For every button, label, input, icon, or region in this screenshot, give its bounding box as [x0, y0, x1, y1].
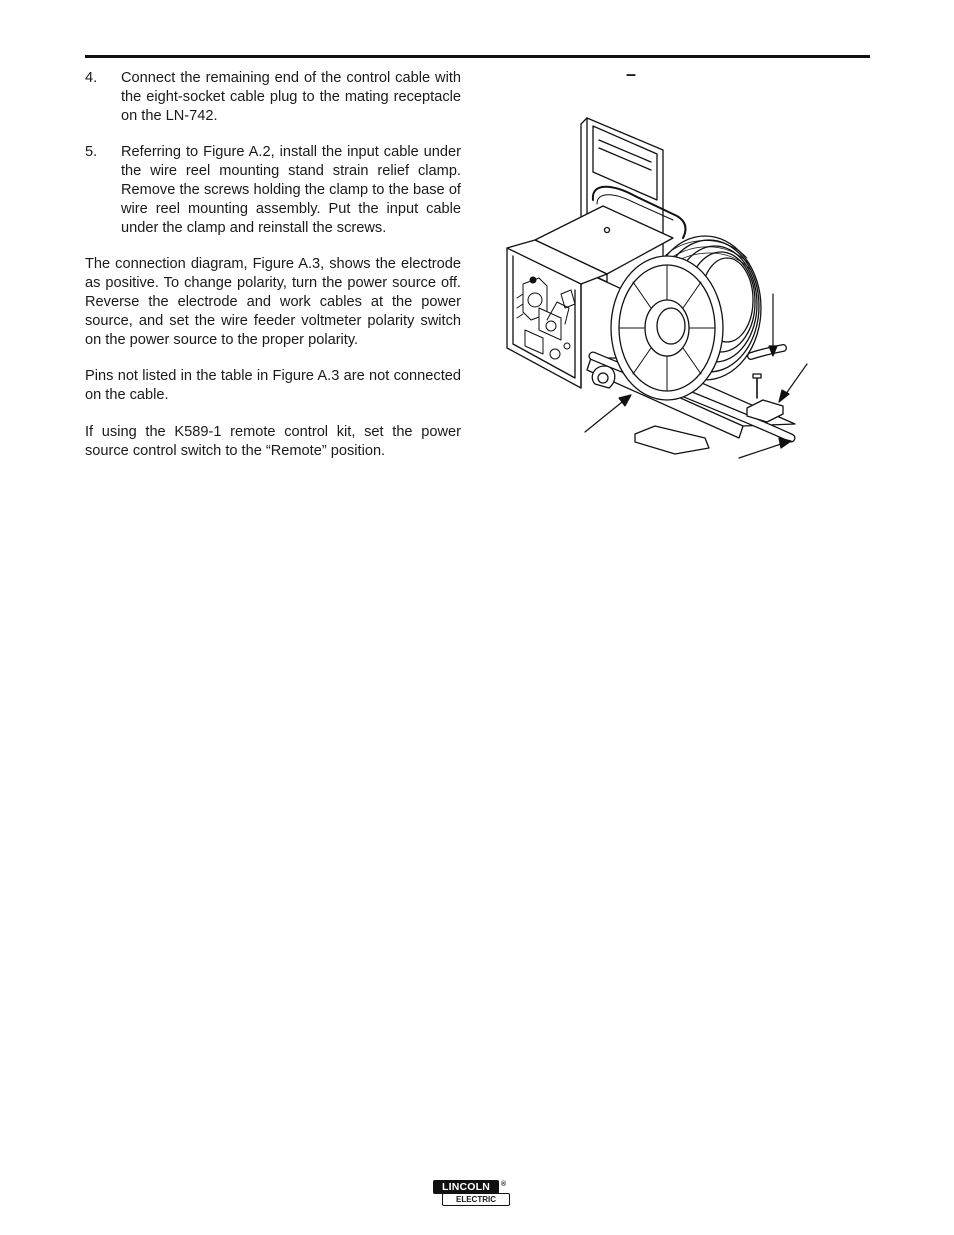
- paragraph-remote: If using the K589-1 remote control kit, set the power source control switch to the “Remote” position.: [85, 423, 461, 459]
- wire-reel-illustration: [495, 108, 825, 463]
- drive-mechanism: [517, 277, 575, 359]
- step-number: 4.: [85, 70, 98, 86]
- logo-electric: ELECTRIC: [442, 1193, 510, 1206]
- step-text: Referring to Figure A.2, install the input cable under the wire reel mounting stand strain relief clamp. Remove the screws holding the clamp to the base of wire reel mounting assembly. Put the input cable under the clamp and reinstall the screws.: [121, 144, 461, 236]
- lincoln-electric-logo: [433, 1180, 511, 1208]
- step-4: [85, 69, 461, 125]
- figure-title: –: [626, 64, 637, 84]
- paragraph-pins: Pins not listed in the table in Figure A.3 are not connected on the cable.: [85, 368, 461, 404]
- strain-relief-clamp: [747, 374, 783, 422]
- step-number: 5.: [85, 144, 98, 161]
- paragraph-polarity: The connection diagram, Figure A.3, shows the electrode as positive. To change polarity, turn the power source off. Reverse the electrode and work cables at the power source, and set the wire feeder voltmeter polarity switch on the power source to the proper polarity.: [85, 256, 461, 348]
- logo-lincoln: LINCOLN: [433, 1180, 499, 1194]
- step-5: [85, 143, 461, 237]
- top-rule: [85, 55, 870, 58]
- left-column: [85, 69, 461, 479]
- step-text: Connect the remaining end of the control cable with the eight-socket cable plug to the mating receptacle on the LN-742.: [121, 70, 461, 124]
- logo-registered-mark: ®: [501, 1181, 507, 1188]
